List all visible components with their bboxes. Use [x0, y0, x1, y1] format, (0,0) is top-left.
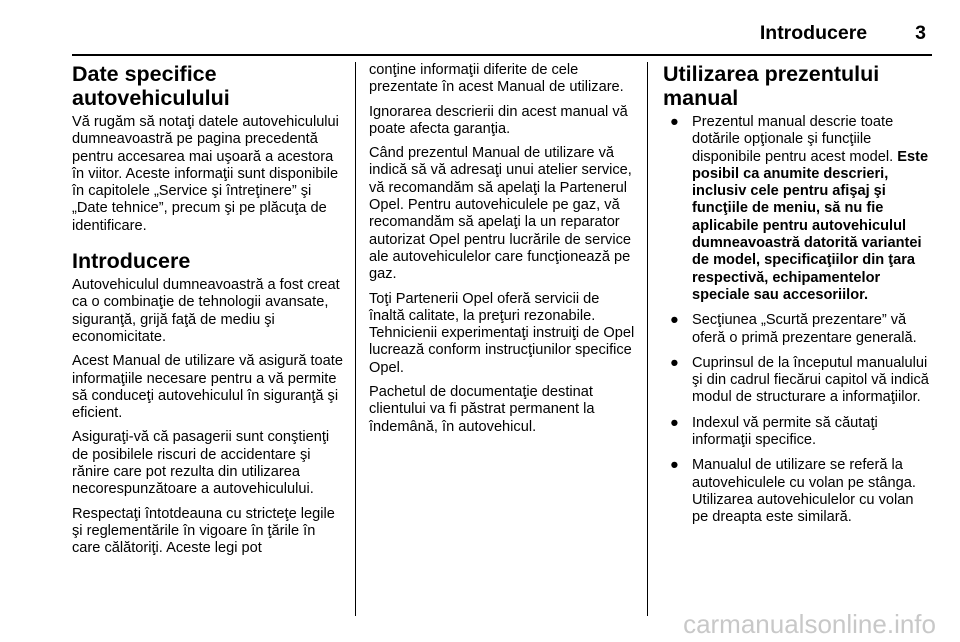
list-item-text: Prezentul manual descrie toate dotările opţionale şi funcţiile disponibile pentru acest model. [692, 114, 894, 165]
list-item-text: Secţiunea „Scurtă prezentare” vă oferă o primă prezentare generală. [692, 312, 917, 346]
paragraph: conţine informaţii diferite de cele prezentate în acest Manual de utilizare. [369, 62, 624, 96]
paragraph: Ignorarea descrierii din acest manual vă poate afecta garanţia. [369, 103, 628, 137]
paragraph: Vă rugăm să notaţi datele autovehiculului dumneavoastră pe pagina precedentă pentru accesarea mai uşoară a acestora în viitor. Aceste informaţii sunt disponibile în capitolele „Service şi întreţinere” şi „Date tehnice”, precum şi pe plăcuţa de identificare. [72, 114, 339, 234]
section-title-manual-usage: Utilizarea prezentului manual [663, 62, 880, 110]
column-2 [369, 62, 635, 443]
paragraph: Toţi Partenerii Opel oferă servicii de înaltă calitate, la preţuri rezonabile. Tehnicienii experimentaţi instruiţi de Opel lucrează conform instrucţiunilor specifice Opel. [369, 290, 635, 376]
list-item-text: Cuprinsul de la începutul manualului şi din cadrul fiecărui capitol vă indică modul de structurare a informaţiilor. [692, 354, 929, 406]
column-1 [72, 62, 344, 565]
bullet-icon: ● [670, 457, 679, 474]
list-item [663, 457, 933, 526]
list-item [663, 415, 933, 450]
section-title-vehicle-data: Date specifice autovehiculului [72, 62, 230, 110]
paragraph: Când prezentul Manual de utilizare vă indică să vă adresaţi unui atelier service, vă recomandăm să apelaţi la Partenerul Opel. Pentru autovehiculele pe gaz, vă recomandăm să apelaţi la un reparator autorizat Opel pentru lucrările de service ale autovehiculelor care funcţionează pe gaz. [369, 145, 632, 283]
list-item-bold-text: Este posibil ca anumite descrieri, inclusiv cele pentru afişaj şi funcţiile de meniu, să nu fie aplicabile pentru autovehiculul dumneavoastră datorită variantei de model, specificaţiilor din ţara respectivă, echipamentelor speciale sau accesoriilor. [692, 148, 929, 303]
list-item [663, 312, 933, 347]
column-3 [663, 62, 933, 535]
bullet-icon: ● [670, 354, 679, 371]
list-item [663, 355, 933, 407]
paragraph: Autovehiculul dumneavoastră a fost creat ca o combinaţie de tehnologii avansate, siguranţă, grijă faţă de mediu şi economicitate. [72, 277, 340, 345]
list-item [663, 114, 933, 304]
page-number: 3 [915, 22, 926, 44]
bullet-icon: ● [670, 114, 679, 130]
list-item-text: Indexul vă permite să căutaţi informaţii specifice. [692, 414, 878, 449]
paragraph: Acest Manual de utilizare vă asigură toate informaţiile necesare pentru a vă permite să conduceţi autovehiculul în siguranţă şi eficient. [72, 353, 343, 422]
bullet-list [663, 114, 933, 527]
section-title-introduction: Introducere [72, 249, 191, 274]
paragraph: Respectaţi întotdeauna cu stricteţe legile şi reglementările în vigoare în ţările în care călătoriţi. Aceste legi pot [72, 505, 335, 557]
page-header [0, 22, 926, 45]
paragraph: Asiguraţi-vă că pasagerii sunt conştienţi de posibilele riscuri de accidentare şi rănire care pot rezulta din utilizarea necorespunzătoare a autovehiculului. [72, 429, 330, 498]
header-rule [72, 54, 932, 56]
watermark: carmanualsonline.info [683, 609, 936, 639]
column-divider-1 [355, 62, 356, 616]
bullet-icon: ● [670, 414, 679, 431]
paragraph: Pachetul de documentaţie destinat clientului va fi păstrat permanent la îndemână, în autovehicul. [369, 384, 595, 435]
list-item-text: Manualul de utilizare se referă la autovehiculele cu volan pe stânga. Utilizarea autovehiculelor cu volan pe dreapta este similară. [692, 457, 916, 526]
column-divider-2 [647, 62, 648, 616]
bullet-icon: ● [670, 312, 679, 329]
header-title: Introducere [759, 22, 868, 44]
